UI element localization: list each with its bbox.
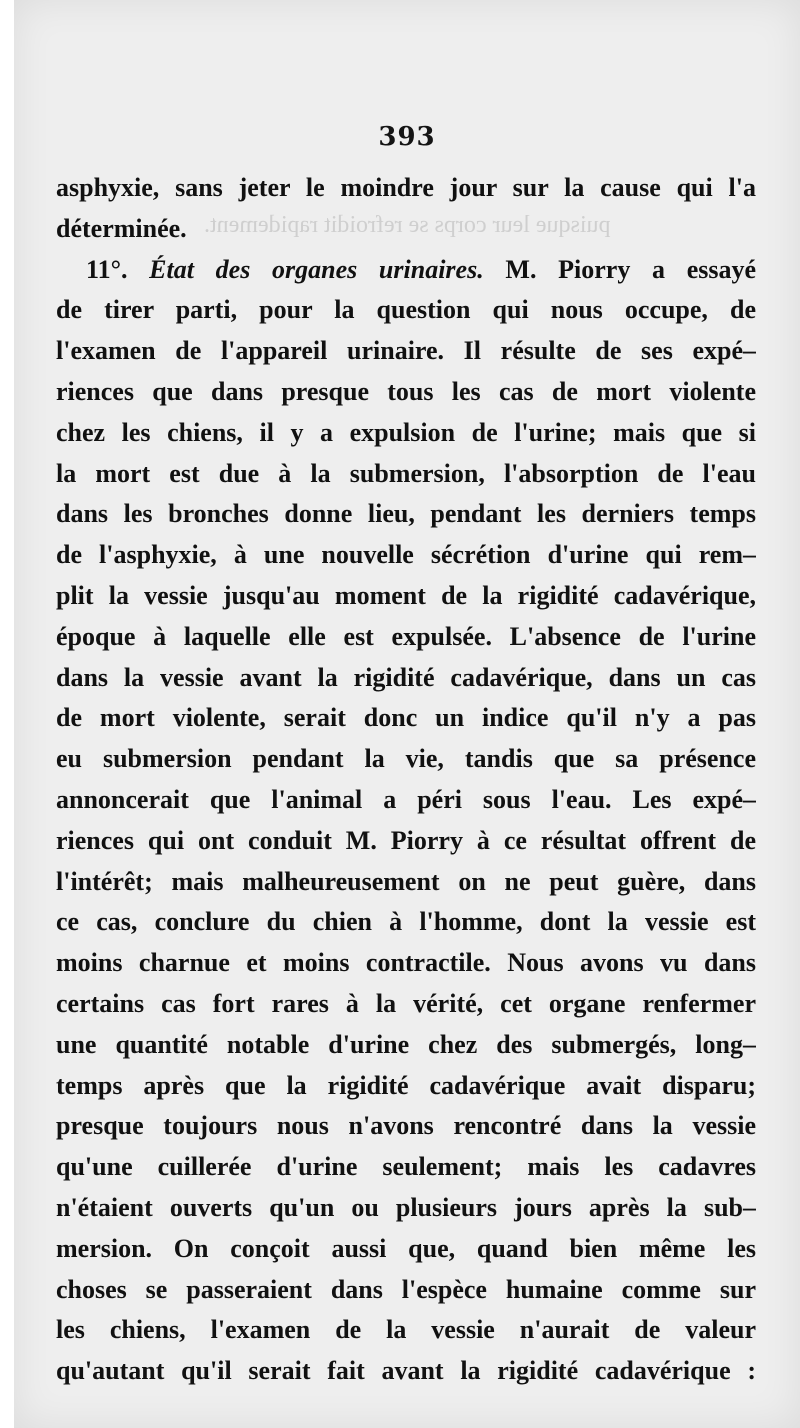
text-line: temps après que la rigidité cadavérique avait disparu;	[56, 1070, 756, 1100]
section-heading-line	[56, 250, 756, 291]
text-line: chez les chiens, il y a expulsion de l'urine; mais que si	[56, 417, 756, 447]
text-line: la mort est due à la submersion, l'absorption de l'eau	[56, 458, 756, 488]
section-first-line-rest: M. Piorry a essayé	[505, 254, 756, 284]
text-line: qu'une cuillerée d'urine seulement; mais les cadavres	[56, 1152, 756, 1182]
text-line: choses se passeraient dans l'espèce humaine comme sur	[56, 1274, 756, 1304]
text-line: déterminée.	[56, 213, 187, 243]
text-line: n'étaient ouverts qu'un ou plusieurs jours après la sub–	[56, 1192, 756, 1222]
body-text	[56, 168, 756, 1392]
text-line: asphyxie, sans jeter le moindre jour sur la cause qui l'a	[56, 173, 756, 202]
section-heading: État des organes urinaires.	[149, 254, 484, 284]
text-line: certains cas fort rares à la vérité, cet organe renfermer	[56, 988, 756, 1018]
text-line: qu'autant qu'il serait fait avant la rigidité cadavérique :	[56, 1356, 756, 1386]
text-line: l'intérêt; mais malheureusement on ne peut guère, dans	[56, 866, 756, 896]
text-line: l'examen de l'appareil urinaire. Il résulte de ses expé–	[56, 336, 756, 366]
text-line: de l'asphyxie, à une nouvelle sécrétion d'urine qui rem–	[56, 540, 756, 570]
book-page	[14, 0, 800, 1428]
text-line: de mort violente, serait donc un indice qu'il n'y a pas	[56, 703, 756, 733]
text-line: dans la vessie avant la rigidité cadavérique, dans un cas	[56, 662, 756, 692]
text-line: les chiens, l'examen de la vessie n'aurait de valeur	[56, 1315, 756, 1345]
text-line: une quantité notable d'urine chez des submergés, long–	[56, 1029, 756, 1059]
text-line: riences que dans presque tous les cas de mort violente	[56, 376, 756, 406]
text-line: ce cas, conclure du chien à l'homme, dont la vessie est	[56, 907, 756, 937]
text-line: dans les bronches donne lieu, pendant les derniers temps	[56, 499, 756, 529]
show-through-text: puisque leur corps se refroidit rapidement.	[204, 212, 611, 238]
section-number: 11°.	[86, 254, 128, 284]
text-line: riences qui ont conduit M. Piorry à ce résultat offrent de	[56, 825, 756, 855]
page-number: 393	[378, 122, 436, 152]
text-line: plit la vessie jusqu'au moment de la rigidité cadavérique,	[56, 580, 756, 610]
text-line: moins charnue et moins contractile. Nous avons vu dans	[56, 948, 756, 978]
text-line: mersion. On conçoit aussi que, quand bien même les	[56, 1233, 756, 1263]
text-line: annoncerait que l'animal a péri sous l'eau. Les expé–	[56, 784, 756, 814]
text-line: presque toujours nous n'avons rencontré dans la vessie	[56, 1111, 756, 1141]
text-line: de tirer parti, pour la question qui nous occupe, de	[56, 295, 756, 325]
text-line: eu submersion pendant la vie, tandis que sa présence	[56, 744, 756, 774]
text-line: époque à laquelle elle est expulsée. L'absence de l'urine	[56, 621, 756, 651]
